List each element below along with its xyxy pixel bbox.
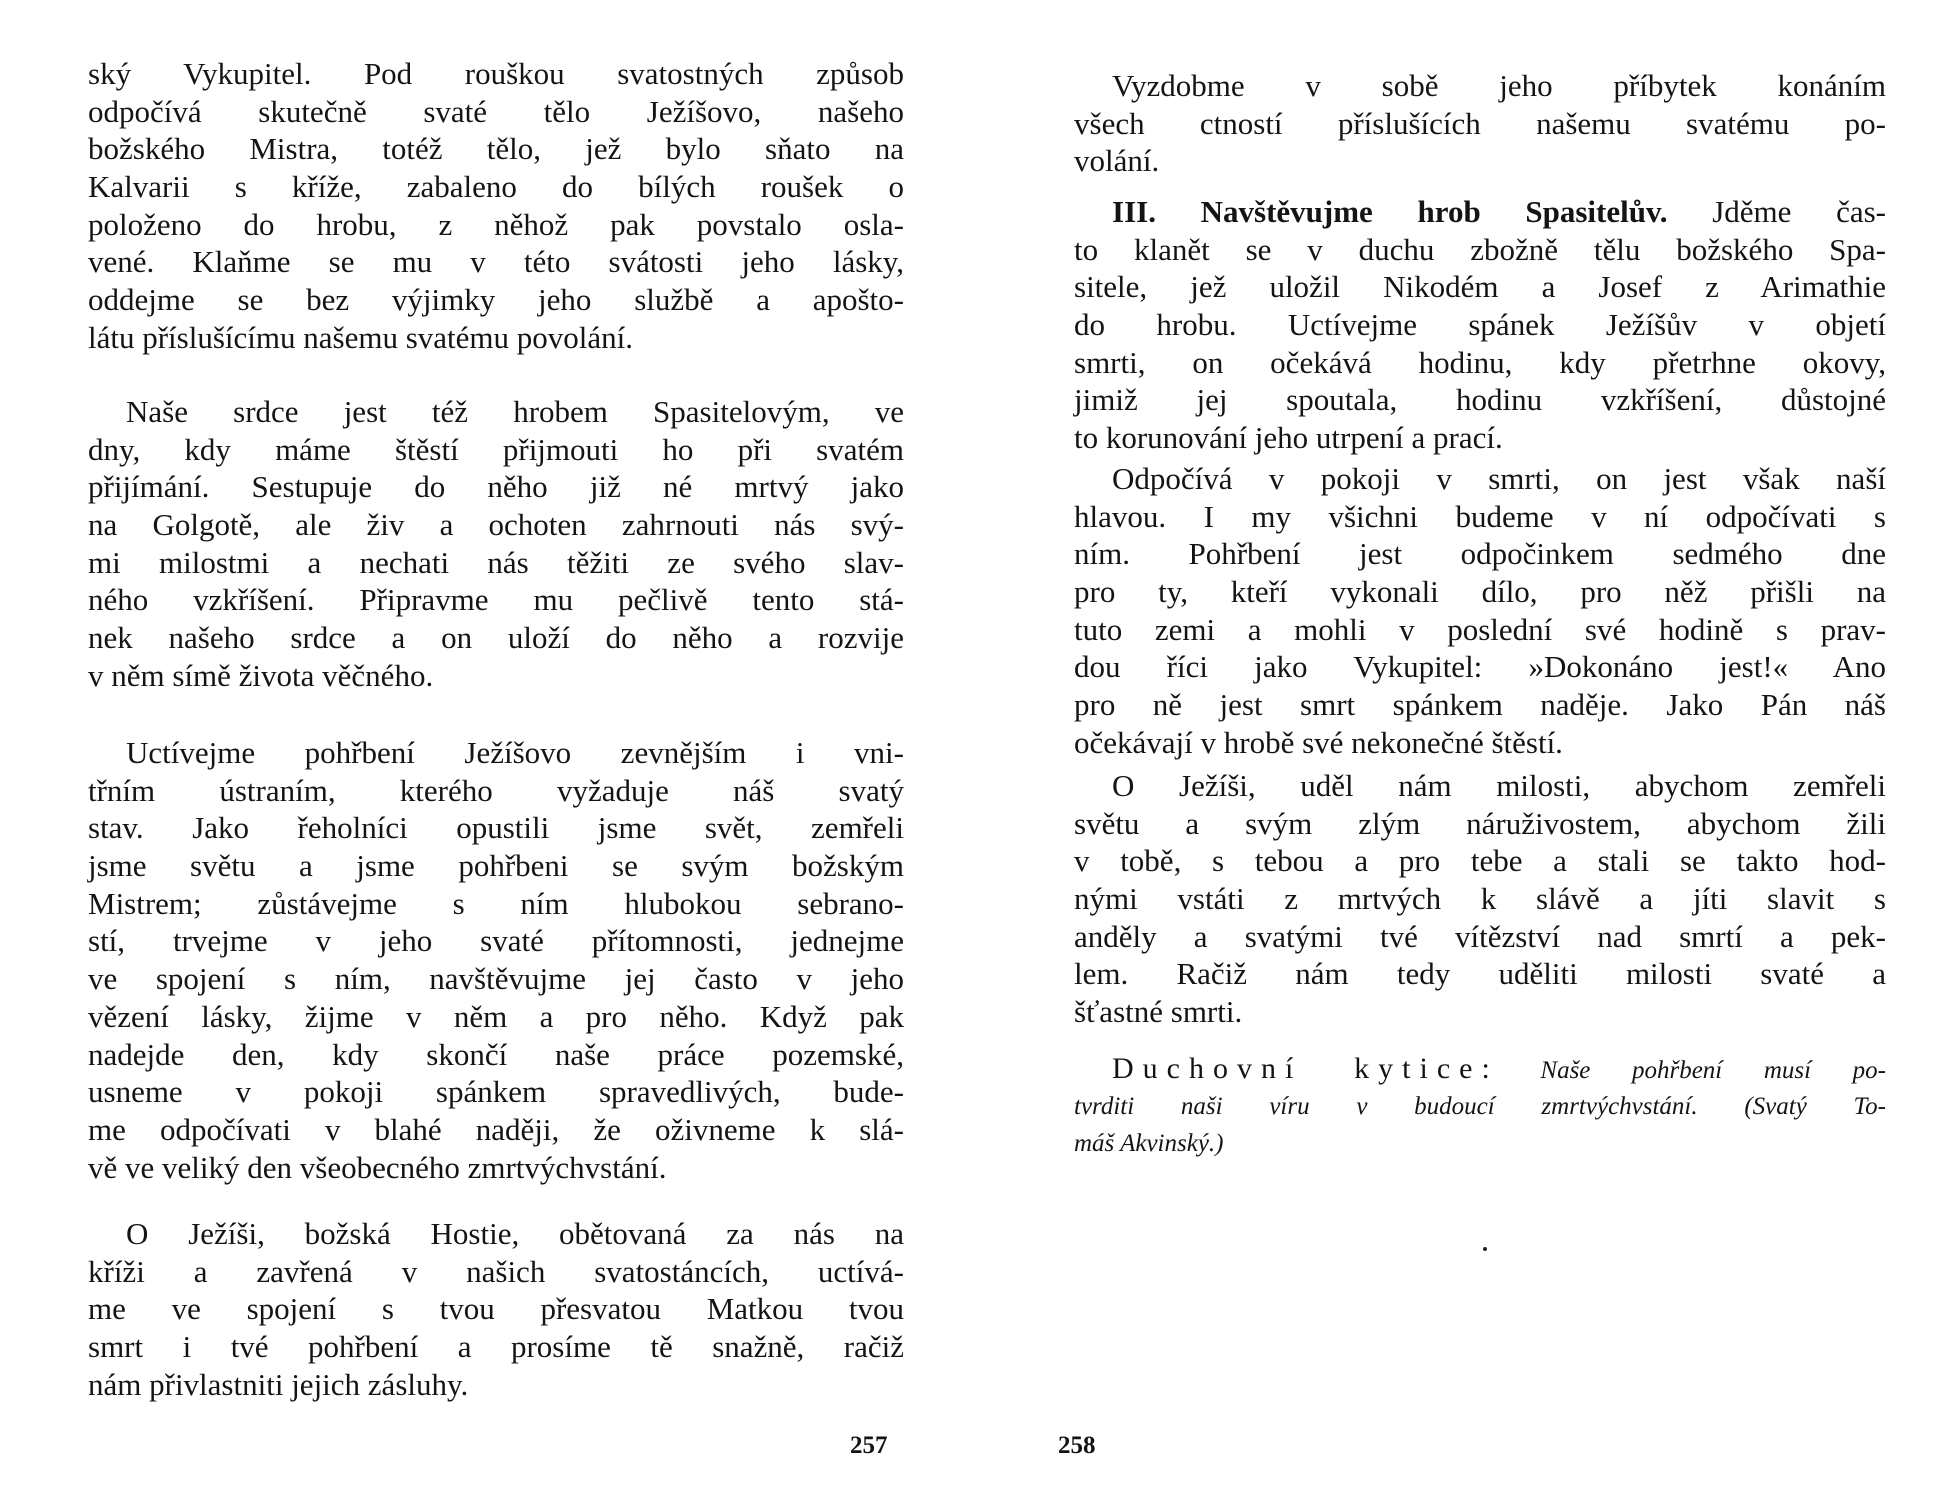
text-line: látu příslušícímu našemu svatému povolání. xyxy=(88,319,633,355)
text-line: v něm símě života věčného. xyxy=(88,657,434,693)
text-line: to korunování jeho utrpení a prací. xyxy=(1074,420,1503,456)
text-line: nými vstáti z mrtvých k slávě a jíti slavit s xyxy=(1074,881,1886,917)
text-line: božského Mistra, totéž tělo, jež bylo sňato na xyxy=(88,131,904,167)
paragraph xyxy=(1074,1050,1886,1163)
text-line: hlavou. I my všichni budeme v ní odpočívati s xyxy=(1074,498,1886,534)
text-line: nek našeho srdce a on uloží do něho a rozvije xyxy=(88,620,904,656)
text-line: tuto zemi a mohli v poslední své hodině s prav- xyxy=(1074,611,1886,647)
page-number-258: 258 xyxy=(1058,1432,1096,1459)
text-line: ve spojení s ním, navštěvujme jej často v jeho xyxy=(88,961,904,997)
text-line: stí, trvejme v jeho svaté přítomnosti, jednejme xyxy=(88,923,904,959)
text-line: smrt i tvé pohřbení a prosíme tě snažně, račiž xyxy=(88,1329,904,1365)
text-line: pro ty, kteří vykonali dílo, pro něž přišli na xyxy=(1074,574,1886,610)
text-line: tvrditi naši víru v budoucí zmrtvýchvstání. (Svatý To- xyxy=(1074,1092,1886,1120)
text-line: oddejme se bez výjimky jeho službě a apošto- xyxy=(88,282,904,318)
text-line: vě ve veliký den všeobecného zmrtvýchvstání. xyxy=(88,1149,667,1185)
page-number-257: 257 xyxy=(850,1432,888,1459)
text-line: třním ústraním, kterého vyžaduje náš svatý xyxy=(88,772,904,808)
text-line: přijímání. Sestupuje do něho již né mrtvý jako xyxy=(88,469,904,505)
text-line xyxy=(1074,1050,1886,1088)
text-line: kříži a zavřená v našich svatostáncích, uctívá- xyxy=(88,1253,904,1289)
text-line: světu a svým zlým náruživostem, abychom žili xyxy=(1074,805,1886,841)
text-line: anděly a svatými tvé vítězství nad smrtí a pek- xyxy=(1074,918,1886,954)
text-line: O Ježíši, božská Hostie, obětovaná za nás na xyxy=(126,1216,904,1251)
text-line: O Ježíši, uděl nám milosti, abychom zemřeli xyxy=(1112,768,1886,803)
text-line: nám přivlastniti jejich zásluhy. xyxy=(88,1366,469,1402)
text-line: vené. Klaňme se mu v této svátosti jeho lásky, xyxy=(88,244,904,280)
paragraph xyxy=(88,1215,904,1403)
text-line: lem. Račiž nám tedy uděliti milosti svaté a xyxy=(1074,956,1886,992)
text-line: Vyzdobme v sobě jeho příbytek konáním xyxy=(1112,68,1886,103)
text-line: jsme světu a jsme pohřbeni se svým božským xyxy=(88,848,904,884)
text-line: sitele, jež uložil Nikodém a Josef z Arimathie xyxy=(1074,269,1886,305)
text-line: položeno do hrobu, z něhož pak povstalo osla- xyxy=(88,206,904,242)
text-line: usneme v pokoji spánkem spravedlivých, bude- xyxy=(88,1074,904,1110)
text-line xyxy=(1074,193,1886,231)
text-line: smrti, on očekává hodinu, kdy přetrhne okovy, xyxy=(1074,344,1886,380)
paragraph-heading: Duchovní kytice: xyxy=(1112,1052,1499,1085)
paragraph xyxy=(88,734,904,1186)
paragraph xyxy=(1074,67,1886,180)
line-text: Jděme čas- xyxy=(1667,194,1886,229)
text-line: odpočívá skutečně svaté tělo Ježíšovo, našeho xyxy=(88,93,904,129)
text-line: šťastné smrti. xyxy=(1074,994,1243,1030)
paragraph xyxy=(88,55,904,357)
text-line: Uctívejme pohřbení Ježíšovo zevnějším i vni- xyxy=(126,735,904,770)
text-line: očekávají v hrobě své nekonečné štěstí. xyxy=(1074,724,1563,760)
paragraph xyxy=(1074,193,1886,457)
text-line: vězení lásky, žijme v něm a pro něho. Když pak xyxy=(88,998,904,1034)
text-line: Kalvarii s kříže, zabaleno do bílých roušek o xyxy=(88,169,904,205)
text-line: jimiž jej spoutala, hodinu vzkříšení, důstojné xyxy=(1074,382,1886,418)
text-line: me odpočívati v blahé naději, že oživneme k slá- xyxy=(88,1111,904,1147)
line-text: Naše pohřbení musí po- xyxy=(1498,1057,1886,1084)
text-line: volání. xyxy=(1074,143,1160,179)
text-line: v tobě, s tebou a pro tebe a stali se takto hod- xyxy=(1074,843,1886,879)
text-line: me ve spojení s tvou přesvatou Matkou tvou xyxy=(88,1291,904,1327)
paragraph xyxy=(1074,460,1886,762)
text-line: ním. Pohřbení jest odpočinkem sedmého dne xyxy=(1074,536,1886,572)
paragraph xyxy=(1074,767,1886,1031)
text-line: Mistrem; zůstávejme s ním hlubokou sebrano- xyxy=(88,885,904,921)
text-line: do hrobu. Uctívejme spánek Ježíšův v objetí xyxy=(1074,307,1886,343)
text-line: mi milostmi a nechati nás těžiti ze svého slav- xyxy=(88,544,904,580)
text-line: to klanět se v duchu zbožně tělu božského Spa- xyxy=(1074,231,1886,267)
text-line: stav. Jako řeholníci opustili jsme svět, zemřeli xyxy=(88,810,904,846)
text-line: pro ně jest smrt spánkem naděje. Jako Pán náš xyxy=(1074,687,1886,723)
text-line: dny, kdy máme štěstí přijmouti ho při svatém xyxy=(88,431,904,467)
ink-speck xyxy=(1483,1247,1487,1251)
text-line: všech ctností příslušících našemu svatému po- xyxy=(1074,105,1886,141)
text-line: Naše srdce jest též hrobem Spasitelovým, ve xyxy=(126,394,904,429)
text-line: Odpočívá v pokoji v smrti, on jest však naší xyxy=(1112,461,1886,496)
text-line: máš Akvinský.) xyxy=(1074,1130,1224,1158)
text-line: na Golgotě, ale živ a ochoten zahrnouti nás svý- xyxy=(88,507,904,543)
text-line: ský Vykupitel. Pod rouškou svatostných způsob xyxy=(88,56,904,91)
paragraph-heading: III. Navštěvujme hrob Spasitelův. xyxy=(1112,194,1668,229)
text-line: dou říci jako Vykupitel: »Dokonáno jest!« Ano xyxy=(1074,649,1886,685)
text-line: ného vzkříšení. Připravme mu pečlivě tento stá- xyxy=(88,582,904,618)
text-line: nadejde den, kdy skončí naše práce pozemské, xyxy=(88,1036,904,1072)
paragraph xyxy=(88,393,904,695)
